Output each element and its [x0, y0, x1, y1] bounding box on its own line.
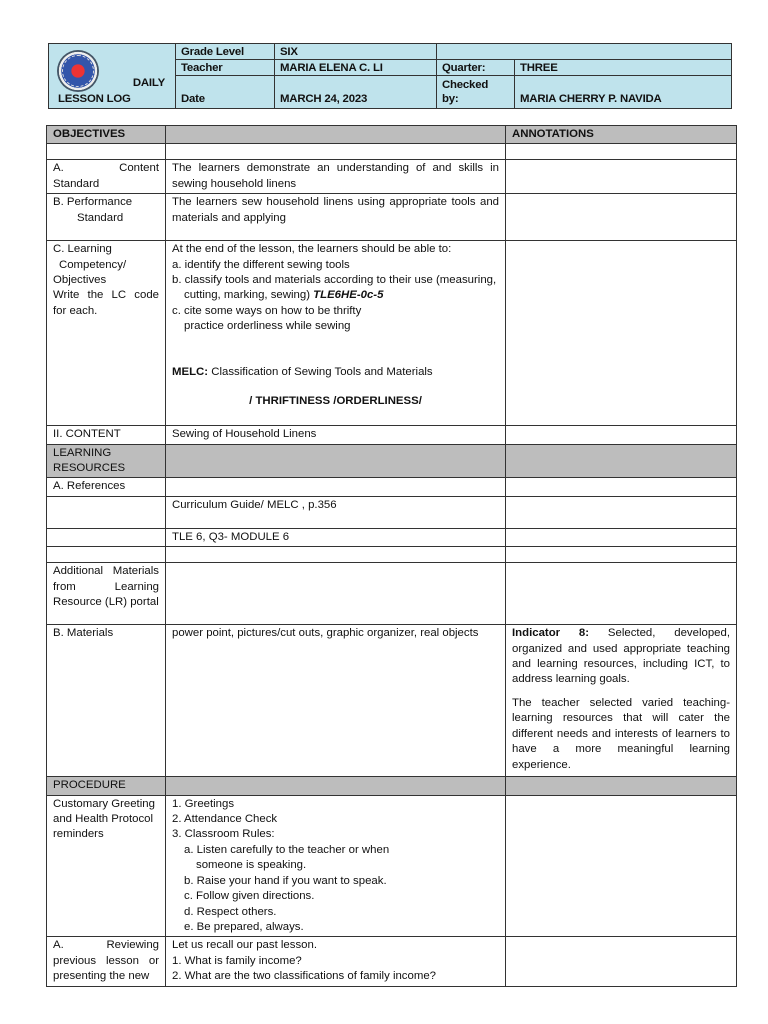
performance-standard-annotation [506, 194, 737, 241]
reference-row-2 [47, 528, 737, 546]
performance-standard-row [47, 194, 737, 241]
learning-resources-label: LEARNING RESOURCES [47, 444, 166, 478]
reference-1: Curriculum Guide/ MELC , p.356 [166, 496, 506, 528]
objectives-header: OBJECTIVES [47, 126, 166, 144]
content-standard-row [47, 160, 737, 194]
content-annotation [506, 426, 737, 444]
performance-standard-text: The learners sew household linens using appropriate tools and materials and applying [166, 194, 506, 241]
additional-materials-row [47, 563, 737, 625]
teacher-label: Teacher [175, 60, 275, 76]
quarter-label: Quarter: [437, 60, 515, 76]
date-label: Date [175, 76, 275, 108]
teacher-value: MARIA ELENA C. LI [275, 60, 437, 76]
objectives-header-empty [166, 126, 506, 144]
learning-competency-text: At the end of the lesson, the learners should be able to: a. identify the different sewing tools b. classify tools and materials according to their use (measuring, cutting, marking, sewing) TLE6HE-0c-5 c. cite some ways on how to be thrifty practice orderliness while sewing MELC: Classification of Sewing Tools and Materials / THRIFTINESS /ORDERLINESS/ [166, 241, 506, 426]
greeting-row [47, 795, 737, 937]
content-row [47, 426, 737, 444]
annotations-header: ANNOTATIONS [506, 126, 737, 144]
checked-label-line2: by: [442, 93, 459, 105]
review-annotation [506, 937, 737, 986]
materials-row [47, 625, 737, 777]
review-text: Let us recall our past lesson. 1. What is family income? 2. What are the two classifications of family income? [166, 937, 506, 986]
indicator-note: The teacher selected varied teaching-learning resources that will cater the different needs and interests of learners to have a more meaningful learning experience. [512, 696, 730, 771]
learning-resources-row [47, 444, 737, 478]
review-label: A. Reviewing previous lesson or presenting the new [47, 937, 166, 986]
indicator-label: Indicator 8: [512, 627, 590, 640]
checked-label-line1: Checked [442, 79, 489, 91]
melc-text: Classification of Sewing Tools and Materials [211, 365, 433, 378]
quarter-value: THREE [515, 60, 731, 76]
reference-2: TLE 6, Q3- MODULE 6 [166, 528, 506, 546]
additional-materials-label: Additional Materials from Learning Resource (LR) portal [47, 563, 166, 625]
references-label: A. References [47, 478, 166, 496]
objectives-header-row [47, 126, 737, 144]
indicator-text: Selected, developed, organized and used appropriate teaching and learning resources, including ICT, to address learning goals. [512, 627, 730, 686]
procedure-label: PROCEDURE [47, 777, 166, 795]
greeting-text: 1. Greetings 2. Attendance Check 3. Classroom Rules: a. Listen carefully to the teacher or when someone is speaking. b. Raise your hand if you want to speak. c. Follow given directions. d. Respect others. e. Be prepared, always. [166, 795, 506, 937]
performance-standard-label: B. Performance Standard [47, 194, 166, 241]
greeting-label: Customary Greeting and Health Protocol reminders [47, 795, 166, 937]
checked-by-value: MARIA CHERRY P. NAVIDA [520, 93, 662, 105]
checked-by-label [437, 76, 515, 108]
header-empty-cell [437, 44, 731, 60]
date-value: MARCH 24, 2023 [275, 76, 437, 108]
content-text: Sewing of Household Linens [166, 426, 506, 444]
melc-label: MELC: [172, 365, 209, 378]
content-label: II. CONTENT [47, 426, 166, 444]
grade-level-value: SIX [275, 44, 437, 60]
reference-row-1 [47, 496, 737, 528]
header-table [48, 43, 732, 109]
title-lesson-log-label: LESSON LOG [58, 93, 131, 105]
lesson-log-table [46, 125, 737, 987]
procedure-row [47, 777, 737, 795]
materials-label: B. Materials [47, 625, 166, 777]
learning-competency-row [47, 241, 737, 426]
spacer-row-2 [47, 547, 737, 563]
review-row [47, 937, 737, 986]
content-standard-text: The learners demonstrate an understanding of and skills in sewing household linens [166, 160, 506, 194]
content-standard-annotation [506, 160, 737, 194]
greeting-annotation [506, 795, 737, 937]
spacer-row [47, 144, 737, 160]
grade-level-label: Grade Level [175, 44, 275, 60]
content-standard-label: A. Content Standard [47, 160, 166, 194]
learning-competency-label: C. Learning Competency/ Objectives Write the LC code for each. [47, 241, 166, 426]
indicator-annotation [506, 625, 737, 777]
references-row [47, 478, 737, 496]
title-daily: DAILY [132, 77, 165, 89]
values-text: / THRIFTINESS /ORDERLINESS/ [249, 395, 422, 408]
materials-text: power point, pictures/cut outs, graphic organizer, real objects [166, 625, 506, 777]
learning-competency-annotation [506, 241, 737, 426]
lc-code: TLE6HE-0c-5 [313, 289, 384, 302]
